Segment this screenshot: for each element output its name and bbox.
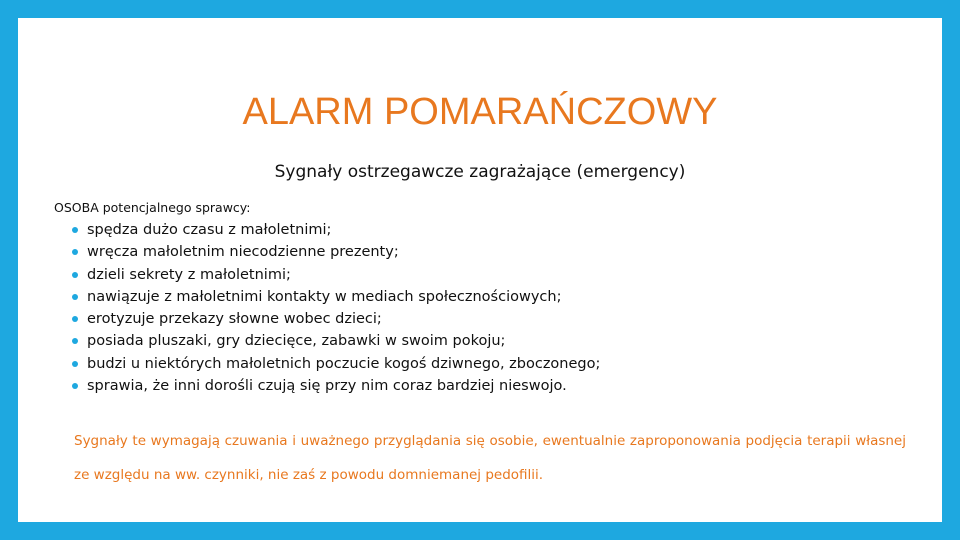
bullet-dot-icon — [72, 227, 78, 233]
bullet-dot-icon — [72, 338, 78, 344]
bullet-item — [72, 375, 600, 397]
bullet-item — [72, 286, 600, 308]
bullet-text: dzieli sekrety z małoletnimi; — [87, 266, 291, 283]
section-label: OSOBA potencjalnego sprawcy: — [54, 200, 251, 215]
bullet-text: posiada pluszaki, gry dziecięce, zabawki w swoim pokoju; — [87, 333, 506, 350]
bullet-list — [72, 219, 600, 397]
bullet-dot-icon — [72, 383, 78, 389]
bullet-item — [72, 219, 600, 241]
slide-title: ALARM POMARAŃCZOWY — [242, 91, 718, 133]
bullet-text: spędza dużo czasu z małoletnimi; — [87, 222, 332, 238]
bullet-text: wręcza małoletnim niecodzienne prezenty; — [87, 244, 399, 261]
slide — [18, 18, 942, 522]
slide-subtitle: Sygnały ostrzegawcze zagrażające (emergency) — [274, 162, 686, 182]
bullet-text: erotyzuje przekazy słowne wobec dzieci; — [87, 311, 382, 328]
bullet-dot-icon — [72, 294, 78, 300]
bullet-item — [72, 353, 600, 375]
bullet-dot-icon — [72, 249, 78, 255]
bullet-dot-icon — [72, 316, 78, 322]
bullet-text: budzi u niektórych małoletnich poczucie kogoś dziwnego, zboczonego; — [87, 355, 601, 372]
bullet-item — [72, 308, 600, 330]
closing-note: Sygnały te wymagają czuwania i uważnego przyglądania się osobie, ewentualnie zaproponowania podjęcia terapii własnej ze względu na ww. czynniki, nie zaś z powodu domniemanej pedofilii. — [74, 433, 906, 483]
bullet-item — [72, 330, 600, 352]
bullet-text: sprawia, że inni dorośli czują się przy nim coraz bardziej nieswojo. — [87, 378, 567, 395]
bullet-item — [72, 241, 600, 263]
bullet-dot-icon — [72, 272, 78, 278]
bullet-item — [72, 264, 600, 286]
bullet-text: nawiązuje z małoletnimi kontakty w mediach społecznościowych; — [87, 288, 562, 305]
bullet-dot-icon — [72, 361, 78, 367]
